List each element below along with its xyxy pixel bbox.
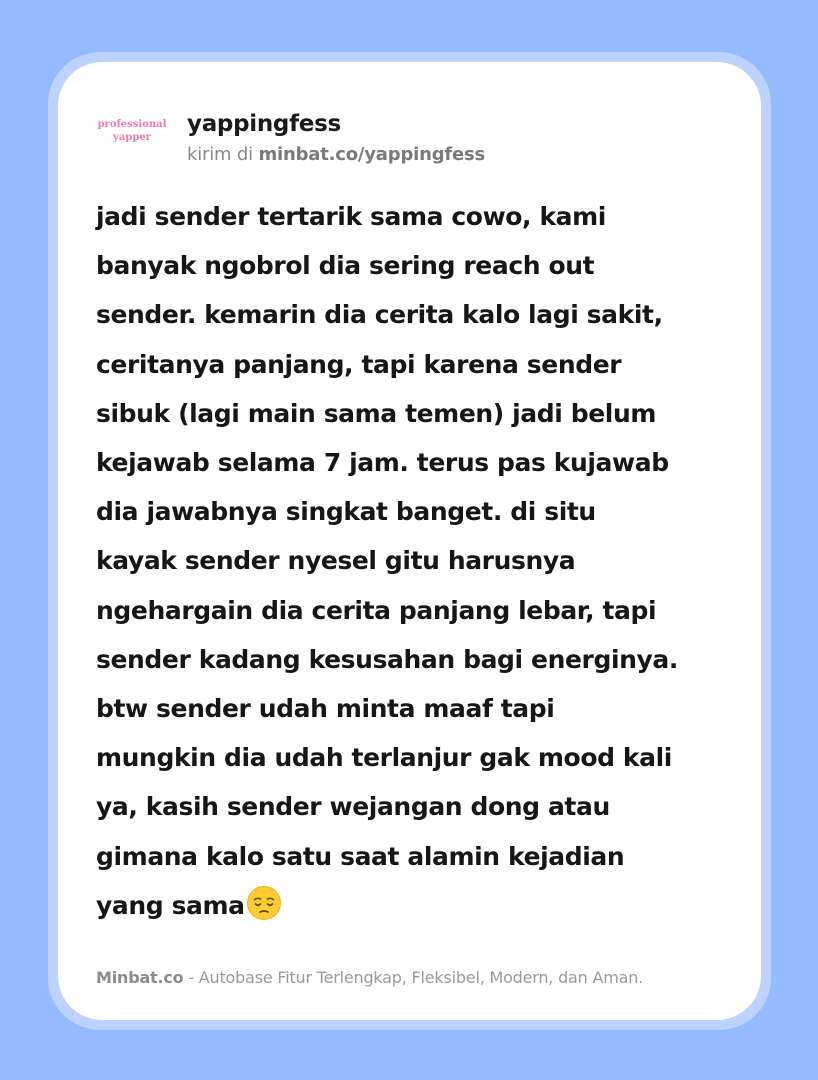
message-line: ngehargain dia cerita panjang lebar, tapi — [96, 595, 657, 625]
message-line: sender. kemarin dia cerita kalo lagi sakit, — [96, 300, 663, 330]
footer — [96, 965, 643, 991]
message-line: kayak sender nyesel gitu harusnya — [96, 546, 576, 576]
pensive-face-icon — [246, 885, 282, 921]
send-prefix: kirim di — [187, 144, 253, 165]
message-line: ya, kasih sender wejangan dong atau — [96, 792, 610, 822]
send-link-line — [187, 141, 485, 169]
message-line-last — [96, 881, 736, 930]
message-line: mungkin dia udah terlanjur gak mood kali — [96, 743, 672, 773]
footer-tagline: - Autobase Fitur Terlengkap, Fleksibel, Modern, dan Aman. — [183, 968, 644, 987]
message-line: ceritanya panjang, tapi karena sender — [96, 349, 622, 379]
message-line: gimana kalo satu saat alamin kejadian — [96, 841, 625, 871]
message-line: banyak ngobrol dia sering reach out — [96, 251, 595, 281]
logo-line-1: professional — [97, 119, 167, 130]
message-last-text: yang sama — [96, 890, 245, 920]
message-line: sender kadang kesusahan bagi energinya. — [96, 644, 678, 674]
send-link[interactable]: minbat.co/yappingfess — [258, 144, 486, 165]
logo-line-2: yapper — [113, 132, 151, 143]
message-line: jadi sender tertarik sama cowo, kami — [96, 202, 606, 231]
message-line: kejawab selama 7 jam. terus pas kujawab — [96, 448, 669, 478]
message-line: btw sender udah minta maaf tapi — [96, 694, 555, 724]
message-line: sibuk (lagi main sama temen) jadi belum — [96, 398, 656, 428]
profile-logo — [96, 118, 168, 158]
message-body — [96, 192, 736, 930]
message-line: dia jawabnya singkat banget. di situ — [96, 497, 596, 527]
account-username[interactable]: yappingfess — [187, 111, 341, 137]
footer-brand[interactable]: Minbat.co — [96, 968, 184, 987]
